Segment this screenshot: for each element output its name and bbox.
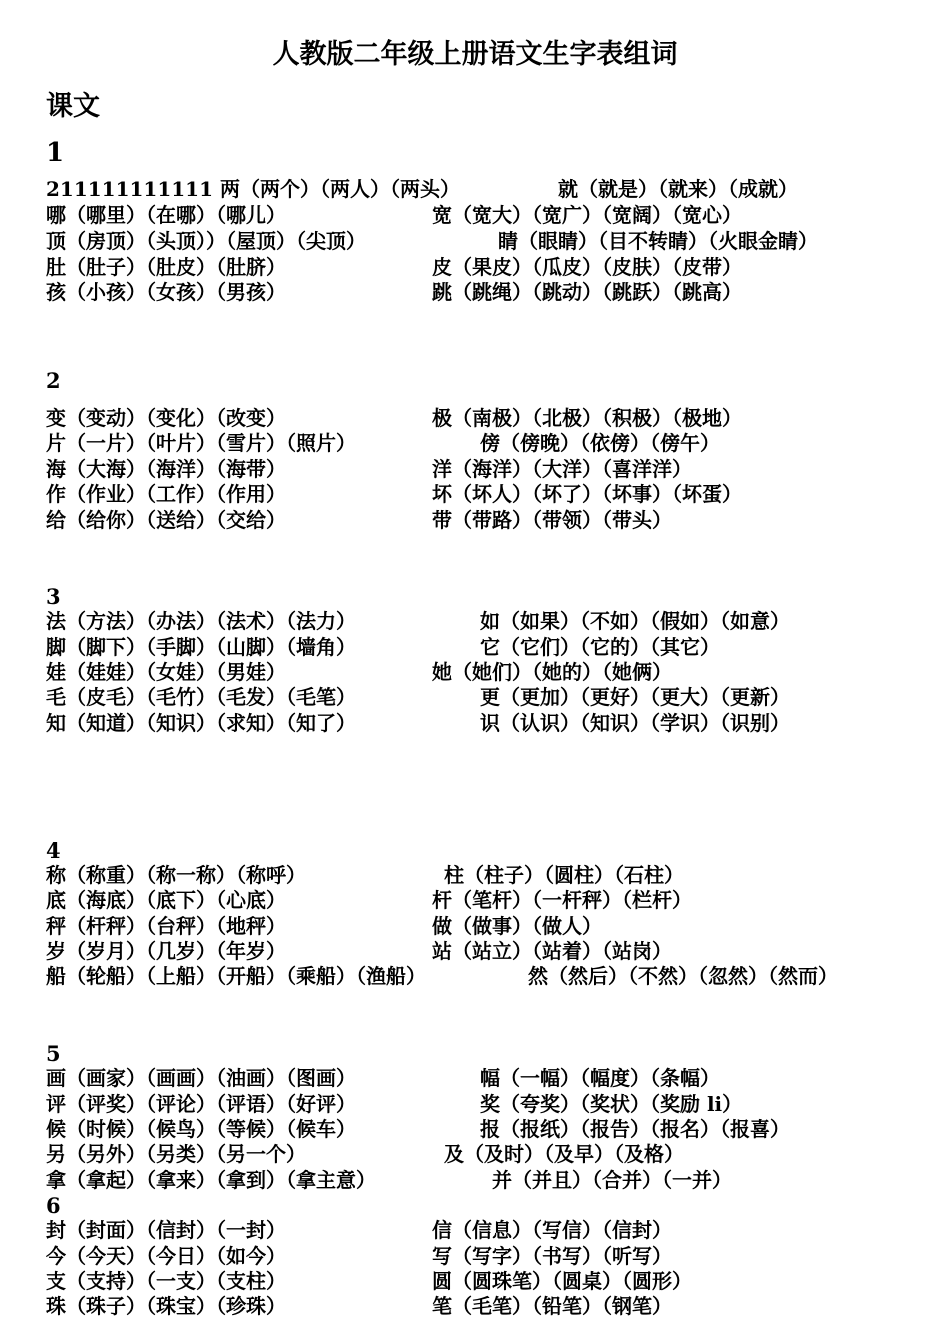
- row-left-entry: 海（大海）（海洋）（海带）: [46, 457, 286, 481]
- row-right-entry: 皮（果皮）（瓜皮）（皮肤）（皮带）: [432, 255, 742, 279]
- row-left-entry: 法（方法）（办法）（法术）（法力）: [46, 609, 356, 633]
- row-left-entry: 评（评奖）（评论）（评语）（好评）: [46, 1092, 356, 1116]
- row-left-entry: 珠（珠子）（珠宝）（珍珠）: [46, 1294, 286, 1318]
- row-right-entry: 宽（宽大）（宽广）（宽阔）（宽心）: [432, 203, 742, 227]
- row-right-entry: 及（及时）（及早）（及格）: [444, 1142, 684, 1166]
- row-left-entry: 顶（房顶）（头顶））（屋顶）（尖顶）: [46, 229, 366, 253]
- lesson-6-number: 6: [46, 1193, 61, 1218]
- row-right-entry: 写（写字）（书写）（听写）: [432, 1244, 672, 1268]
- row-left-entry: 支（支持）（一支）（支柱）: [46, 1269, 286, 1293]
- row-right-entry: 幅（一幅）（幅度）（条幅）: [480, 1066, 720, 1090]
- row-right-entry: 信（信息）（写信）（信封）: [432, 1218, 672, 1242]
- row-right-entry: 识（认识）（知识）（学识）（识别）: [480, 711, 790, 735]
- lesson-3-number: 3: [46, 584, 61, 609]
- row-right-entry: 站（站立）（站着）（站岗）: [432, 939, 672, 963]
- row-right-entry: 睛（眼睛）（目不转睛）（火眼金睛）: [498, 229, 818, 253]
- row-left-entry: 船（轮船）（上船）（开船）（乘船）（渔船）: [46, 964, 426, 988]
- row-right-entry: 做（做事）（做人）: [432, 914, 602, 938]
- row-left-entry: 脚（脚下）（手脚）（山脚）（墙角）: [46, 635, 356, 659]
- row-right-entry: 就（就是）（就来）（成就）: [558, 177, 798, 201]
- row-right-entry: 杆（笔杆）（一杆秤）（栏杆）: [432, 888, 692, 912]
- row-right-entry: 圆（圆珠笔）（圆桌）（圆形）: [432, 1269, 692, 1293]
- row-left-entry: 知（知道）（知识）（求知）（知了）: [46, 711, 356, 735]
- row-right-entry: 奖（夸奖）（奖状）（奖励 li）: [480, 1092, 743, 1116]
- lesson-1-number: 1: [46, 138, 65, 168]
- row-right-entry: 柱（柱子）（圆柱）（石柱）: [444, 863, 684, 887]
- row-right-entry: 笔（毛笔）（铅笔）（钢笔）: [432, 1294, 672, 1318]
- row-left-entry: 岁（岁月）（几岁）（年岁）: [46, 939, 286, 963]
- row-left-entry: 封（封面）（信封）（一封）: [46, 1218, 286, 1242]
- row-right-entry: 傍（傍晚）（依傍）（傍午）: [480, 431, 720, 455]
- row-left-entry: 毛（皮毛）（毛竹）（毛发）（毛笔）: [46, 685, 356, 709]
- row-left-entry: 今（今天）（今日）（如今）: [46, 1244, 286, 1268]
- row-right-entry: 然（然后）（不然）（忽然）（然而）: [528, 964, 838, 988]
- row-left-entry: 给（给你）（送给）（交给）: [46, 508, 286, 532]
- row-right-entry: 跳（跳绳）（跳动）（跳跃）（跳高）: [432, 280, 742, 304]
- row-right-entry: 她（她们）（她的）（她俩）: [432, 660, 672, 684]
- row-left-entry: 作（作业）（工作）（作用）: [46, 482, 286, 506]
- lesson-4-number: 4: [46, 838, 61, 863]
- lesson-5-number: 5: [46, 1041, 61, 1066]
- row-left-entry: 称（称重）（称一称）（称呼）: [46, 863, 306, 887]
- row-left-entry: 拿（拿起）（拿来）（拿到）（拿主意）: [46, 1168, 376, 1192]
- row-left-entry: 画（画家）（画画）（油画）（图画）: [46, 1066, 356, 1090]
- row-right-entry: 带（带路）（带领）（带头）: [432, 508, 672, 532]
- row-left-entry: 哪（哪里）（在哪）（哪儿）: [46, 203, 286, 227]
- row-left-entry: 底（海底）（底下）（心底）: [46, 888, 286, 912]
- row-left-entry: 孩（小孩）（女孩）（男孩）: [46, 280, 286, 304]
- row-right-entry: 并（并且）（合并）（一并）: [492, 1168, 732, 1192]
- document-title: 人教版二年级上册语文生字表组词: [272, 39, 678, 70]
- row-right-entry: 如（如果）（不如）（假如）（如意）: [480, 609, 790, 633]
- row-left-entry: 另（另外）（另类）（另一个）: [46, 1142, 306, 1166]
- row-left-entry: 娃（娃娃）（女娃）（男娃）: [46, 660, 286, 684]
- row-right-entry: 洋（海洋）（大洋）（喜洋洋）: [432, 457, 692, 481]
- row-left-entry: 片（一片）（叶片）（雪片）（照片）: [46, 431, 356, 455]
- row-left-entry: 211111111111 两（两个）（两人）（两头）: [46, 177, 460, 201]
- row-left-entry: 秤（杆秤）（台秤）（地秤）: [46, 914, 286, 938]
- row-right-entry: 报（报纸）（报告）（报名）（报喜）: [480, 1117, 790, 1141]
- row-right-entry: 极（南极）（北极）（积极）（极地）: [432, 406, 742, 430]
- row-left-entry: 候（时候）（候鸟）（等候）（候车）: [46, 1117, 356, 1141]
- row-left-entry: 肚（肚子）（肚皮）（肚脐）: [46, 255, 286, 279]
- row-right-entry: 它（它们）（它的）（其它）: [480, 635, 720, 659]
- row-right-entry: 坏（坏人）（坏了）（坏事）（坏蛋）: [432, 482, 742, 506]
- lesson-2-number: 2: [46, 368, 61, 393]
- row-left-entry: 变（变动）（变化）（改变）: [46, 406, 286, 430]
- row-right-entry: 更（更加）（更好）（更大）（更新）: [480, 685, 790, 709]
- section-heading: 课文: [46, 91, 100, 122]
